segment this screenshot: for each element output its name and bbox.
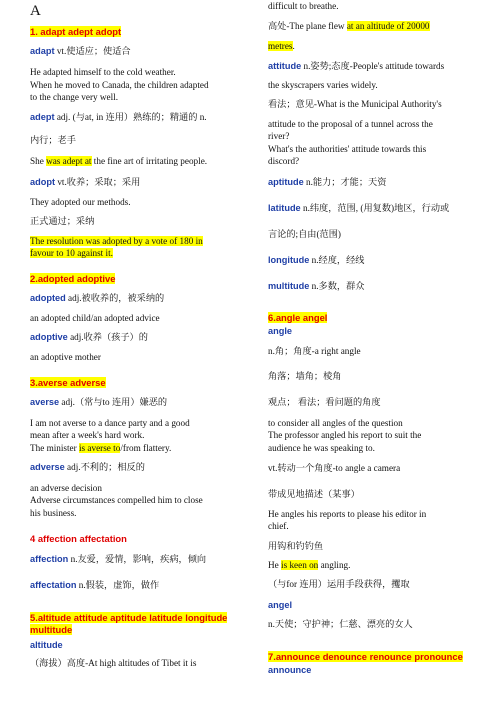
section-heading-2: 2.adopted adoptive: [30, 273, 116, 284]
example-line: Adverse circumstances compelled him to close: [30, 495, 203, 505]
section-heading-5-cont: multitude: [30, 624, 73, 635]
example-line: his business.: [30, 508, 77, 518]
example-line: They adopted our methods.: [30, 197, 131, 207]
definition-line: 言论的;自由(范围): [268, 229, 341, 239]
section-heading-7: 7.announce denounce renounce pronounce: [268, 651, 463, 662]
example-line: The professor angled his report to suit the: [268, 430, 422, 440]
entry-adopt: adopt vt.收养；采取；采用: [30, 177, 141, 187]
example-line: He is keen on angling.: [268, 560, 351, 570]
entry-affectation: affectation n.假装，虚饰，做作: [30, 580, 160, 590]
entry-attitude: attitude n.姿势;态度-People's attitude towards: [268, 61, 445, 71]
definition-line: 内行；老手: [30, 135, 76, 145]
section-heading-5: 5.altitude attitude aptitude latitude longitude: [30, 612, 228, 623]
section-letter: A: [30, 3, 41, 19]
example-line: When he moved to Canada, the children adapted: [30, 80, 209, 90]
example-line: He adapted himself to the cold weather.: [30, 67, 176, 77]
entry-aptitude: aptitude n.能力；才能；天资: [268, 177, 387, 187]
definition-line: n.角；角度-a right angle: [268, 346, 361, 356]
entry-multitude: multitude n.多数，群众: [268, 281, 365, 291]
definition-line: 角落；墙角；棱角: [268, 371, 342, 381]
example-line: She was adept at the fine art of irritating people.: [30, 156, 208, 166]
entry-angle-word: angle: [268, 326, 292, 336]
section-heading-4: 4 affection affectation: [30, 533, 127, 544]
entry-affection: affection n.友爱，爱情，影响，疾病，倾向: [30, 554, 207, 564]
example-line: I am not averse to a dance party and a good: [30, 418, 190, 428]
definition-line: 正式通过；采纳: [30, 216, 95, 226]
example-line: mean after a week's hard work.: [30, 430, 145, 440]
entry-latitude: latitude n.纬度，范围, (用复数)地区，行动或: [268, 203, 450, 213]
example-line: to the change very well.: [30, 92, 119, 102]
definition-line: 观点； 看法；看问题的角度: [268, 397, 381, 407]
entry-altitude-word: altitude: [30, 640, 63, 650]
entry-adverse: adverse adj.不利的；相反的: [30, 462, 145, 472]
example-line: to consider all angles of the question: [268, 418, 403, 428]
definition-line: the skyscrapers varies widely.: [268, 80, 378, 90]
definition-line: （与for 连用）运用手段获得，攫取: [268, 579, 410, 589]
definition-line: 用钩和钓钓鱼: [268, 541, 324, 551]
entry-longitude: longitude n.经度，经线: [268, 255, 365, 265]
example-line: an adopted child/an adopted advice: [30, 313, 160, 323]
definition-line: vt.转动一个角度-to angle a camera: [268, 463, 401, 473]
example-line: chief.: [268, 521, 289, 531]
definition-line: （海拔）高度-At high altitudes of Tibet it is: [30, 658, 197, 668]
example-line: audience he was speaking to.: [268, 443, 375, 453]
example-line: an adoptive mother: [30, 352, 101, 362]
example-line: What's the authorities' attitude towards this: [268, 144, 427, 154]
example-line: discord?: [268, 156, 300, 166]
entry-averse: averse adj.（常与to 连用）嫌恶的: [30, 397, 168, 407]
definition-line: 带成见地描述（某事）: [268, 489, 360, 499]
entry-adopted: adopted adj.被收养的，被采纳的: [30, 293, 165, 303]
entry-announce-word: announce: [268, 665, 312, 675]
example-line: attitude to the proposal of a tunnel across the: [268, 119, 433, 129]
section-heading-6: 6.angle angel: [268, 312, 328, 323]
example-line: He angles his reports to please his editor in: [268, 509, 427, 519]
section-heading-1: 1. adapt adept adopt: [30, 26, 122, 37]
entry-angel-word: angel: [268, 600, 292, 610]
example-line: The minister is averse to/from flattery.: [30, 443, 172, 453]
example-line: difficult to breathe.: [268, 1, 339, 11]
entry-adoptive: adoptive adj.收养（孩子）的: [30, 332, 148, 342]
definition-line: n.天使；守护神；仁慈、漂亮的女人: [268, 619, 413, 629]
section-heading-3: 3.averse adverse: [30, 377, 106, 388]
example-line: favour to 10 against it.: [30, 248, 113, 258]
example-line: an adverse decision: [30, 483, 102, 493]
entry-adapt: adapt vt.使适应；使适合: [30, 46, 131, 56]
entry-adept: adept adj. (与at, in 连用）熟练的；精通的 n.: [30, 112, 207, 122]
example-line: river?: [268, 131, 290, 141]
example-line: metres.: [268, 41, 295, 51]
example-line: 高处-The plane flew at an altitude of 20000: [268, 21, 430, 31]
example-line: The resolution was adopted by a vote of 180 in: [30, 236, 203, 246]
example-line: 看法；意见-What is the Municipal Authority's: [268, 99, 442, 109]
